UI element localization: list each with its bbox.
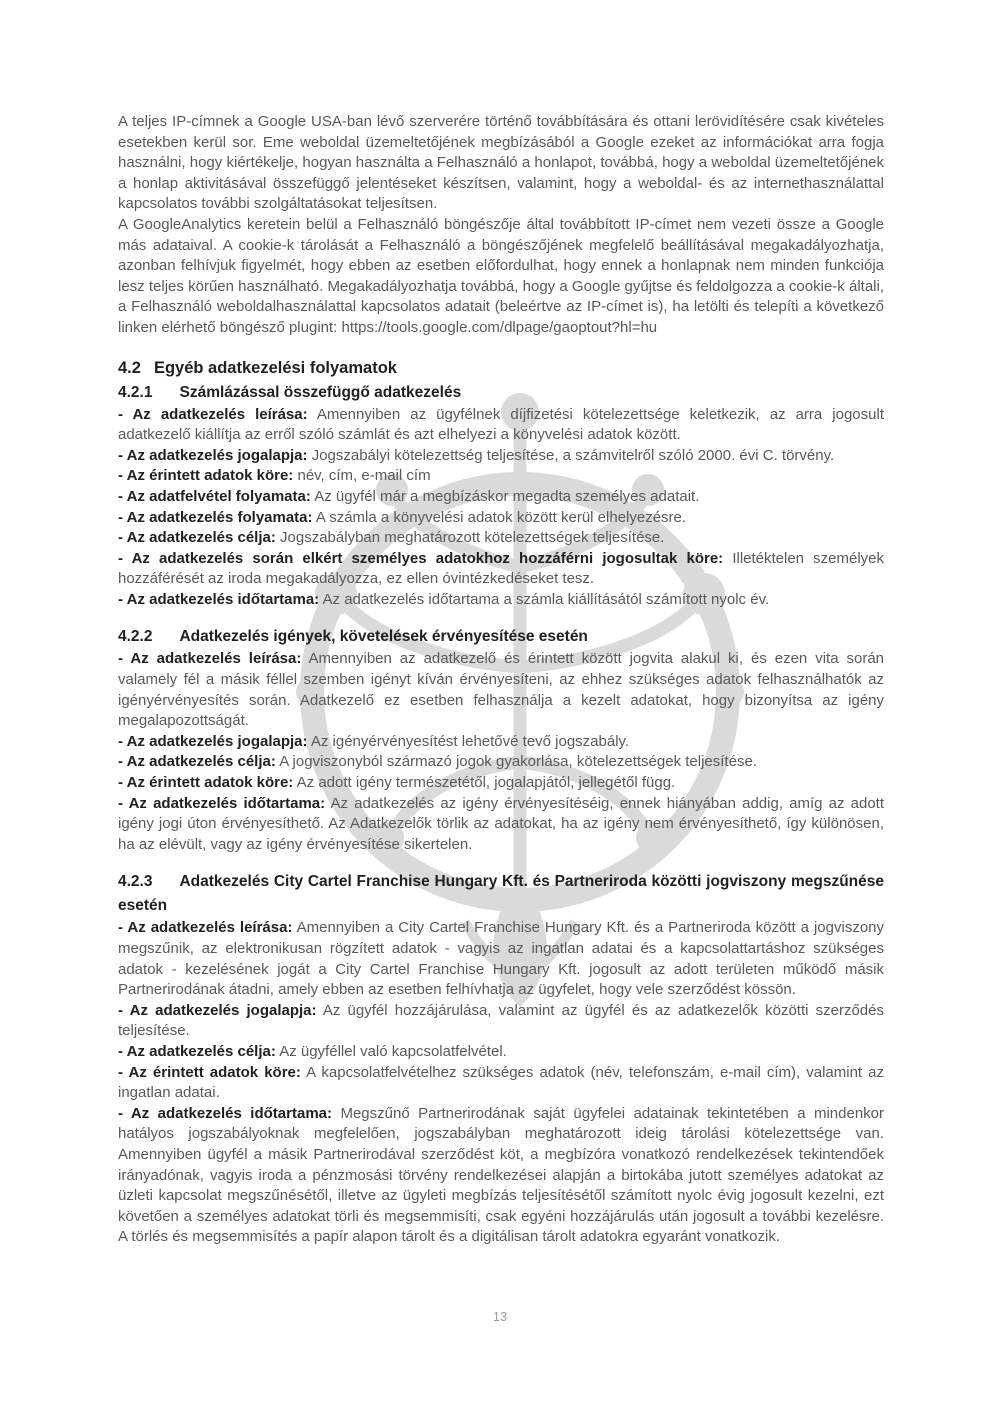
page-number: 13 (493, 1310, 507, 1324)
subsection-4-2-2 (118, 625, 884, 855)
item-label: - Az adatkezelés célja: (118, 1042, 276, 1060)
data-item (118, 918, 884, 1000)
data-item (118, 649, 884, 731)
page-content (118, 112, 884, 1248)
section-title: Egyéb adatkezelési folyamatok (153, 358, 397, 377)
item-label: - Az érintett adatok köre: (118, 467, 294, 485)
item-label: - Az adatkezelés leírása: (118, 405, 308, 423)
data-item (118, 508, 884, 529)
item-text: név, cím, e-mail cím (297, 467, 431, 485)
item-text: Jogszabályban meghatározott kötelezettségek teljesítése. (280, 529, 665, 547)
item-text: Amennyiben az adatkezelő és érintett között jogvita alakul ki, és ezen vita során valamely fél a másik féllel szemben igényt kíván érvényesíteni, az ehhez szükséges adatok felhasználhatók az igényérvényesítés során. Adatkezelő ez esetben felhasználja a kezelt adatokat, hogy bizonyítsa az igény megalapozottságát. (118, 650, 885, 730)
data-item (118, 446, 884, 467)
item-text: Az ügyfél már a megbízáskor megadta személyes adatait. (314, 487, 700, 505)
item-text: Az igényérvényesítést lehetővé tevő jogszabály. (310, 732, 630, 750)
item-label: - Az érintett adatok köre: (118, 1063, 301, 1081)
item-label: - Az adatkezelés jogalapja: (118, 732, 308, 750)
item-text: Megszűnő Partnerirodának saját ügyfelei adatainak tekintetében a mindenkor hatályos jogszabályoknak megfelelően, jogszabályban meghatározott ideig tárolási kötelezettsége van. Amennyiben ügyfél a másik Partnerirodával szerződést köt, a megbízóra vonatkozó rendelkezések tekintendőek irányadónak, vagyis iroda a pénzmosási törvény rendelkezései alapján a birtokába jutott személyes adatokat az üzleti kapcsolat megszűnésétől, illetve az ügyleti megbízás teljesítésétől számított nyolc évig jogosult kezelni, ezt követően a személyes adatokat törli és megsemmisíti, csak egyéni hozzájárulás után jogosult a további kezelésre. A törlés és megsemmisítés a papír alapon tárolt és a digitálisan tárolt adatokra egyaránt vonatkozik. (118, 1104, 885, 1246)
item-label: - Az adatkezelés leírása: (118, 919, 293, 937)
item-text: Jogszabályi kötelezettség teljesítése, a számvitelről szóló 2000. évi C. törvény. (311, 446, 835, 464)
data-item (118, 528, 884, 549)
item-text: Az adatkezelés az igény érvényesítéséig, ennek hiányában addig, amíg az adott igény jogi úton érvényesíthető. Az Adatkezelők törlik az adatokat, ha az igény nem érvényesíthető, így különösen, ha az elévült, vagy az igény érvényesítése sikertelen. (118, 794, 884, 853)
data-item (118, 405, 884, 446)
intro-paragraph-2: A GoogleAnalytics keretein belül a Felhasználó böngészője által továbbított IP-címet nem vezeti össze a Google más adataival. A cookie-k tárolását a Felhasználó a böngészőjének megfelelő beállításával megakadályozhatja, azonban felhívjuk figyelmét, hogy ebben az esetben előfordulhat, hogy ennek a honlapnak nem minden funkciója lesz teljes körűen használható. Megakadályozhatja továbbá, hogy a Google gyűjtse és feldolgozza a cookie-k általi, a Felhasználó weboldalhasználattal kapcsolatos adatait (beleértve az IP-címet is), ha letölti és telepíti a következő linken elérhető böngésző plugint: https://tools.google.com/dlpage/gaoptout?hl=hu (118, 215, 884, 336)
item-label: - Az érintett adatok köre: (118, 774, 294, 792)
data-item (118, 590, 884, 611)
subsection-number: 4.2.1 (118, 383, 153, 401)
item-text: Az adott igény természetétől, jogalapjától, jellegétől függ. (296, 774, 676, 792)
item-text: Amennyiben az ügyfélnek díjfizetési kötelezettsége keletkezik, az arra jogosult adatkezelő kiállítja az erről szóló számlát és azt elhelyezi a könyvelési adatok között. (118, 405, 884, 444)
section-heading-4-2 (118, 356, 884, 381)
item-label: - Az adatkezelés időtartama: (118, 590, 320, 608)
item-text: Az ügyfél hozzájárulása, valamint az ügyfél és az adatkezelők közötti szerződés teljesítése. (118, 1001, 884, 1040)
item-text: A jogviszonyból származó jogok gyakorlása, kötelezettségek teljesítése. (279, 753, 757, 771)
subsection-title: Adatkezelés igények, követelések érvényesítése esetén (179, 628, 588, 646)
subsection-number: 4.2.2 (118, 628, 153, 646)
data-item (118, 1104, 884, 1248)
data-item (118, 1001, 884, 1042)
data-item (118, 1042, 884, 1063)
subsection-heading-4-2-2 (118, 625, 884, 649)
item-label: - Az adatkezelés célja: (118, 753, 276, 771)
data-item (118, 549, 884, 590)
subsection-heading-4-2-3 (118, 870, 884, 918)
subsection-title: Számlázással összefüggő adatkezelés (179, 383, 462, 401)
data-item (118, 466, 884, 487)
item-label: - Az adatkezelés folyamata: (118, 508, 313, 526)
item-label: - Az adatfelvétel folyamata: (118, 487, 311, 505)
item-text: A kapcsolatfelvételhez szükséges adatok (név, telefonszám, e-mail cím), valamint az ingatlan adatai. (118, 1063, 885, 1102)
subsection-heading-4-2-1 (118, 381, 884, 405)
item-label: - Az adatkezelés során elkért személyes adatokhoz hozzáférni jogosultak köre: (118, 549, 724, 567)
item-label: - Az adatkezelés célja: (118, 529, 276, 547)
data-item (118, 1063, 884, 1104)
section-number: 4.2 (118, 358, 141, 377)
subsection-number: 4.2.3 (118, 873, 153, 891)
data-item (118, 732, 884, 753)
item-text: Illetéktelen személyek hozzáférését az iroda megakadályozza, ez ellen óvintézkedéseket tesz. (118, 549, 885, 588)
item-text: Az ügyféllel való kapcsolatfelvétel. (279, 1042, 507, 1060)
item-text: A számla a könyvelési adatok között kerül elhelyezésre. (315, 508, 687, 526)
item-label: - Az adatkezelés leírása: (118, 650, 302, 668)
data-item (118, 794, 884, 856)
item-label: - Az adatkezelés időtartama: (118, 1104, 332, 1122)
data-item (118, 487, 884, 508)
data-item (118, 773, 884, 794)
item-text: Az adatkezelés időtartama a számla kiállításától számított nyolc év. (322, 590, 770, 608)
item-label: - Az adatkezelés jogalapja: (118, 1001, 317, 1019)
subsection-4-2-1 (118, 381, 884, 611)
item-label: - Az adatkezelés jogalapja: (118, 446, 308, 464)
intro-paragraph-1: A teljes IP-címnek a Google USA-ban lévő szerverére történő továbbítására és ottani lerövidítésére csak kivételes esetekben kerül sor. Eme weboldal üzemeltetőjének megbízásából a Google ezeket az információkat arra fogja használni, hogy kiértékelje, hogyan használta a Felhasználó a honlapot, továbbá, hogy a weboldal üzemeltetőjének a honlap aktivitásával összefüggő jelentéseket készítsen, valamint, hogy a weboldal- és az internethasználattal kapcsolatos további szolgáltatásokat teljesítsen. (118, 113, 884, 213)
subsection-4-2-3 (118, 870, 884, 1248)
subsection-title: Adatkezelés City Cartel Franchise Hungary Kft. és Partneriroda közötti jogviszony megszűnése esetén (118, 873, 884, 915)
data-item (118, 752, 884, 773)
item-text: Amennyiben a City Cartel Franchise Hungary Kft. és a Partneriroda között a jogviszony megszűnik, az elektronikusan rögzített adatok - vagyis az ingatlan adatai és a kapcsolattartáshoz szükséges adatok - kezelésének jogát a City Cartel Franchise Hungary Kft. jogosult az adott területen működő másik Partnerirodának átadni, amely ebben az esetben felhívhatja az ügyfelet, hogy vele szerződést kössön. (118, 919, 885, 999)
item-label: - Az adatkezelés időtartama: (118, 794, 326, 812)
